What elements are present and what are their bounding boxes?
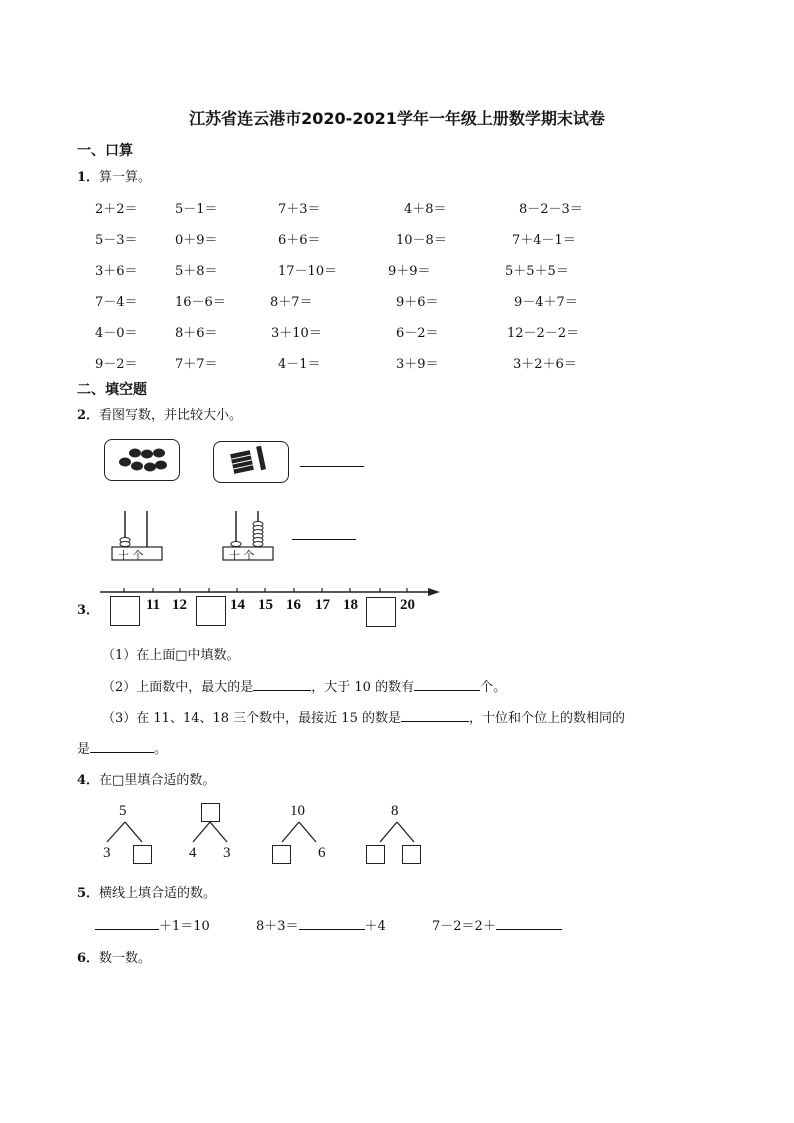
split-lines bbox=[100, 820, 150, 844]
answer-box[interactable] bbox=[272, 845, 291, 864]
math-expression: 6－2＝ bbox=[396, 326, 439, 341]
answer-box[interactable] bbox=[110, 596, 140, 626]
question-text: 横线上填合适的数。 bbox=[99, 886, 217, 901]
math-expression: 9－4＋7＝ bbox=[514, 295, 578, 310]
stones-icon bbox=[105, 440, 179, 480]
sub-question-3-cont bbox=[77, 738, 167, 757]
text: 7－2＝2＋ bbox=[432, 919, 496, 934]
math-expression: 8－2－3＝ bbox=[519, 202, 583, 217]
math-expression: 4－1＝ bbox=[278, 357, 321, 372]
text: ＋4 bbox=[364, 919, 386, 934]
answer-blank[interactable] bbox=[299, 917, 365, 930]
section-mental-math: 一、口算 bbox=[77, 143, 133, 159]
number-label: 14 bbox=[230, 597, 245, 613]
math-expression: 9＋6＝ bbox=[396, 295, 439, 310]
abacus-label: 十 个 bbox=[229, 549, 255, 562]
question-number: 6． bbox=[77, 951, 100, 966]
tree-left: 4 bbox=[189, 845, 197, 861]
sub-question-2 bbox=[102, 676, 506, 695]
math-expression: 4＋8＝ bbox=[404, 202, 447, 217]
question-2 bbox=[77, 404, 242, 423]
text: ，大于 10 的数有 bbox=[311, 680, 415, 695]
math-expression: 10－8＝ bbox=[396, 233, 447, 248]
math-expression: 5－1＝ bbox=[175, 202, 218, 217]
math-expression: 8＋6＝ bbox=[175, 326, 218, 341]
math-expression: 8＋7＝ bbox=[270, 295, 313, 310]
math-expression: 7＋4－1＝ bbox=[512, 233, 576, 248]
tree-right: 6 bbox=[318, 845, 326, 861]
question-number: 1． bbox=[77, 170, 100, 185]
equation-1 bbox=[95, 915, 210, 934]
text: 是 bbox=[77, 742, 91, 757]
answer-box[interactable] bbox=[366, 845, 385, 864]
answer-blank[interactable] bbox=[253, 678, 311, 691]
answer-line[interactable] bbox=[292, 539, 356, 540]
number-label: 11 bbox=[146, 597, 161, 613]
answer-blank[interactable] bbox=[414, 678, 480, 691]
text: 8＋3＝ bbox=[256, 919, 299, 934]
math-expression: 7＋3＝ bbox=[278, 202, 321, 217]
answer-box[interactable] bbox=[366, 597, 396, 627]
sub-question-3 bbox=[102, 707, 625, 726]
page-title: 江苏省连云港市2020-2021学年一年级上册数学期末试卷 bbox=[189, 109, 605, 128]
math-expression: 3＋6＝ bbox=[95, 264, 138, 279]
question-number: 4． bbox=[77, 773, 100, 788]
number-label: 16 bbox=[286, 597, 301, 613]
tree-left: 3 bbox=[103, 845, 111, 861]
abacus-label: 十 个 bbox=[118, 549, 144, 562]
question-5 bbox=[77, 882, 216, 901]
number-label: 17 bbox=[315, 597, 330, 613]
question-text: 看图写数，并比较大小。 bbox=[99, 408, 243, 423]
text: 个。 bbox=[480, 680, 507, 695]
math-expression: 3＋2＋6＝ bbox=[513, 357, 577, 372]
bundle-sticks-icon bbox=[214, 442, 288, 482]
math-expression: 5＋8＝ bbox=[175, 264, 218, 279]
answer-box[interactable] bbox=[196, 596, 226, 626]
math-expression: 5－3＝ bbox=[95, 233, 138, 248]
math-expression: 4－0＝ bbox=[95, 326, 138, 341]
question-1 bbox=[77, 166, 151, 185]
math-expression: 7－4＝ bbox=[95, 295, 138, 310]
split-lines bbox=[274, 820, 324, 844]
text: ，十位和个位上的数相同的 bbox=[468, 711, 625, 726]
math-expression: 5＋5＋5＝ bbox=[505, 264, 569, 279]
equation-3 bbox=[432, 915, 562, 934]
math-expression: 17－10＝ bbox=[278, 264, 338, 279]
answer-blank[interactable] bbox=[496, 917, 562, 930]
question-text: 在□里填合适的数。 bbox=[99, 773, 216, 788]
answer-blank[interactable] bbox=[95, 917, 159, 930]
question-text: 数一数。 bbox=[99, 951, 152, 966]
number-label: 18 bbox=[343, 597, 358, 613]
sub-question-1: （1）在上面□中填数。 bbox=[102, 648, 240, 663]
answer-blank[interactable] bbox=[401, 709, 469, 722]
question-number: 5． bbox=[77, 886, 100, 901]
tree-top: 5 bbox=[119, 803, 127, 819]
picture-box-sticks bbox=[213, 441, 289, 483]
question-number: 2． bbox=[77, 408, 100, 423]
question-text: 算一算。 bbox=[99, 170, 152, 185]
number-label: 12 bbox=[172, 597, 187, 613]
equation-2 bbox=[256, 915, 386, 934]
answer-line[interactable] bbox=[300, 466, 364, 467]
math-expression: 9－2＝ bbox=[95, 357, 138, 372]
text: （2）上面数中，最大的是 bbox=[102, 680, 254, 695]
text: ＋1＝10 bbox=[159, 919, 210, 934]
text: （3）在 11、14、18 三个数中，最接近 15 的数是 bbox=[102, 711, 401, 726]
math-expression: 12－2－2＝ bbox=[507, 326, 580, 341]
math-expression: 6＋6＝ bbox=[278, 233, 321, 248]
math-expression: 2＋2＝ bbox=[95, 202, 138, 217]
math-expression: 3＋9＝ bbox=[396, 357, 439, 372]
split-lines bbox=[185, 820, 235, 844]
tree-right: 3 bbox=[223, 845, 231, 861]
text: 。 bbox=[154, 742, 168, 757]
math-expression: 0＋9＝ bbox=[175, 233, 218, 248]
question-number: 3． bbox=[77, 603, 100, 618]
question-4 bbox=[77, 769, 215, 788]
picture-box-stones bbox=[104, 439, 180, 481]
question-6 bbox=[77, 947, 151, 966]
number-label: 20 bbox=[400, 597, 415, 613]
math-expression: 9＋9＝ bbox=[388, 264, 431, 279]
math-expression: 7＋7＝ bbox=[175, 357, 218, 372]
split-lines bbox=[372, 820, 422, 844]
answer-box[interactable] bbox=[133, 845, 152, 864]
tree-top: 10 bbox=[290, 803, 305, 819]
tree-top: 8 bbox=[391, 803, 399, 819]
answer-blank[interactable] bbox=[90, 740, 154, 753]
number-label: 15 bbox=[258, 597, 273, 613]
math-expression: 16－6＝ bbox=[175, 295, 226, 310]
math-expression: 3＋10＝ bbox=[271, 326, 322, 341]
answer-box[interactable] bbox=[402, 845, 421, 864]
section-fill-blanks: 二、填空题 bbox=[77, 382, 147, 398]
